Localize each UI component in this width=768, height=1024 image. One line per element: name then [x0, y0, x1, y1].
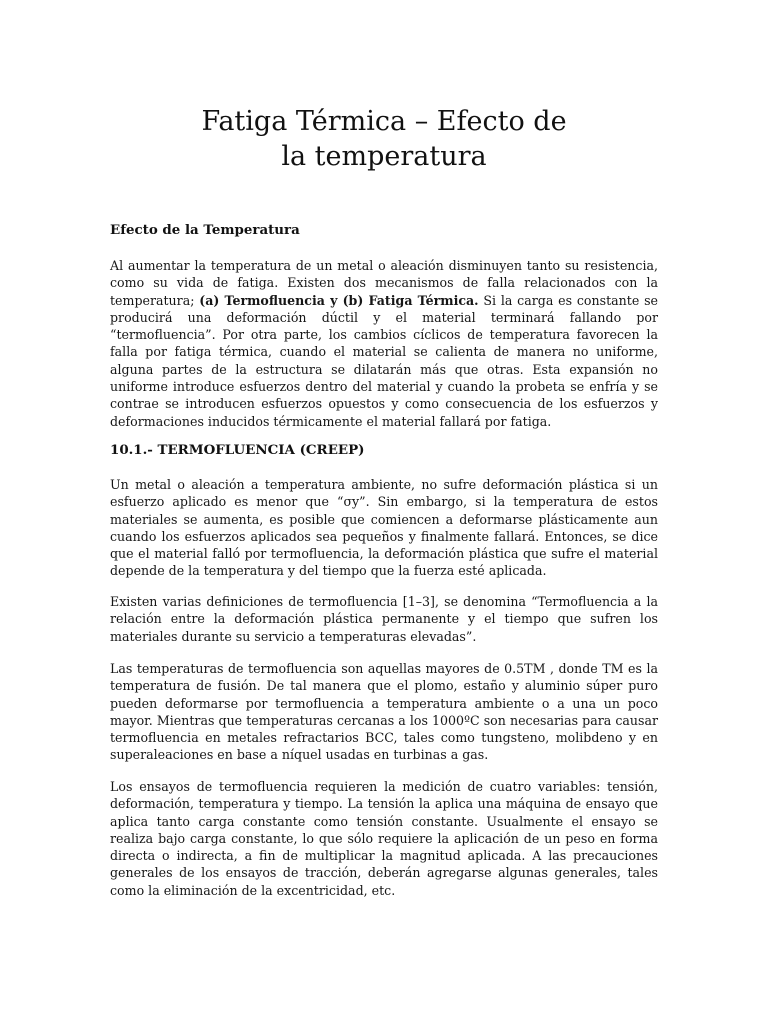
paragraph-intro-text-a: Al aumentar la temperatura de un metal o aleación disminuyen tanto su resistencia, como su vida de fatiga. Existen dos mecanismos de falla relacionados con la temperatura;: [110, 258, 658, 308]
paragraph-intro-bold: (a) Termofluencia y (b) Fatiga Térmica.: [199, 292, 479, 308]
paragraph-ensayos-text: Los ensayos de termofluencia requieren la medición de cuatro variables: tensión, deformación, temperatura y tiempo. La tensión la aplica una máquina de ensayo que aplica tanto carga constante como tensión constante. Usualmente el ensayo se realiza bajo carga constante, lo que sólo requiere la aplicación de un peso en forma directa o indirecta, a fin de multiplicar la magnitud aplicada. A las precauciones generales de los ensayos de tracción, deberán agregarse algunas generales, tales como la eliminación de la excentricidad, etc.: [110, 779, 658, 898]
page-title: [0, 104, 768, 174]
paragraph-intro-text-b: Si la carga es constante se producirá una deformación dúctil y el material terminará fallando por “termofluencia”. Por otra parte, los cambios cíclicos de temperatura favorecen la falla por fatiga térmica, cuando el material se calienta de manera no uniforme, alguna partes de la estructura se dilatarán más que otras. Esta expansión no uniforme introduce esfuerzos dentro del material y cuando la probeta se enfría y se contrae se introducen esfuerzos opuestos y como consecuencia de los esfuerzos y deformaciones inducidos térmicamente el material fallará por fatiga.: [110, 292, 658, 429]
paragraph-temperaturas: [110, 660, 658, 764]
section-heading-efecto: Efecto de la Temperatura: [110, 222, 300, 238]
paragraph-definiciones-text: Existen varias definiciones de termofluencia [1–3], se denomina “Termofluencia a la relación entre la deformación plástica permanente y el tiempo que sufren los materiales durante su servicio a temperaturas elevadas”.: [110, 594, 658, 644]
title-line-1: Fatiga Térmica – Efecto de: [201, 106, 567, 137]
paragraph-intro: [110, 257, 658, 430]
paragraph-ensayos: [110, 778, 658, 899]
paragraph-termofluencia-1-text: Un metal o aleación a temperatura ambiente, no sufre deformación plástica si un esfuerzo aplicado es menor que “σy”. Sin embargo, si la temperatura de estos materiales se aumenta, es posible que comiencen a deformarse plásticamente aun cuando los esfuerzos aplicados sea pequeños y finalmente fallará. Entonces, se dice que el material falló por termofluencia, la deformación plástica que sufre el material depende de la temperatura y del tiempo que la fuerza esté aplicada.: [110, 477, 658, 579]
paragraph-temperaturas-text: Las temperaturas de termofluencia son aquellas mayores de 0.5TM , donde TM es la temperatura de fusión. De tal manera que el plomo, estaño y aluminio súper puro pueden deformarse por termofluencia a temperatura ambiente o a una un poco mayor. Mientras que temperaturas cercanas a los 1000ºC son necesarias para causar termofluencia en metales refractarios BCC, tales como tungsteno, molibdeno y en superaleaciones en base a níquel usadas en turbinas a gas.: [110, 661, 658, 763]
section-heading-termofluencia: 10.1.- TERMOFLUENCIA (CREEP): [110, 442, 365, 458]
title-line-2: la temperatura: [281, 141, 487, 172]
paragraph-termofluencia-1: [110, 476, 658, 580]
paragraph-definiciones: [110, 593, 658, 645]
